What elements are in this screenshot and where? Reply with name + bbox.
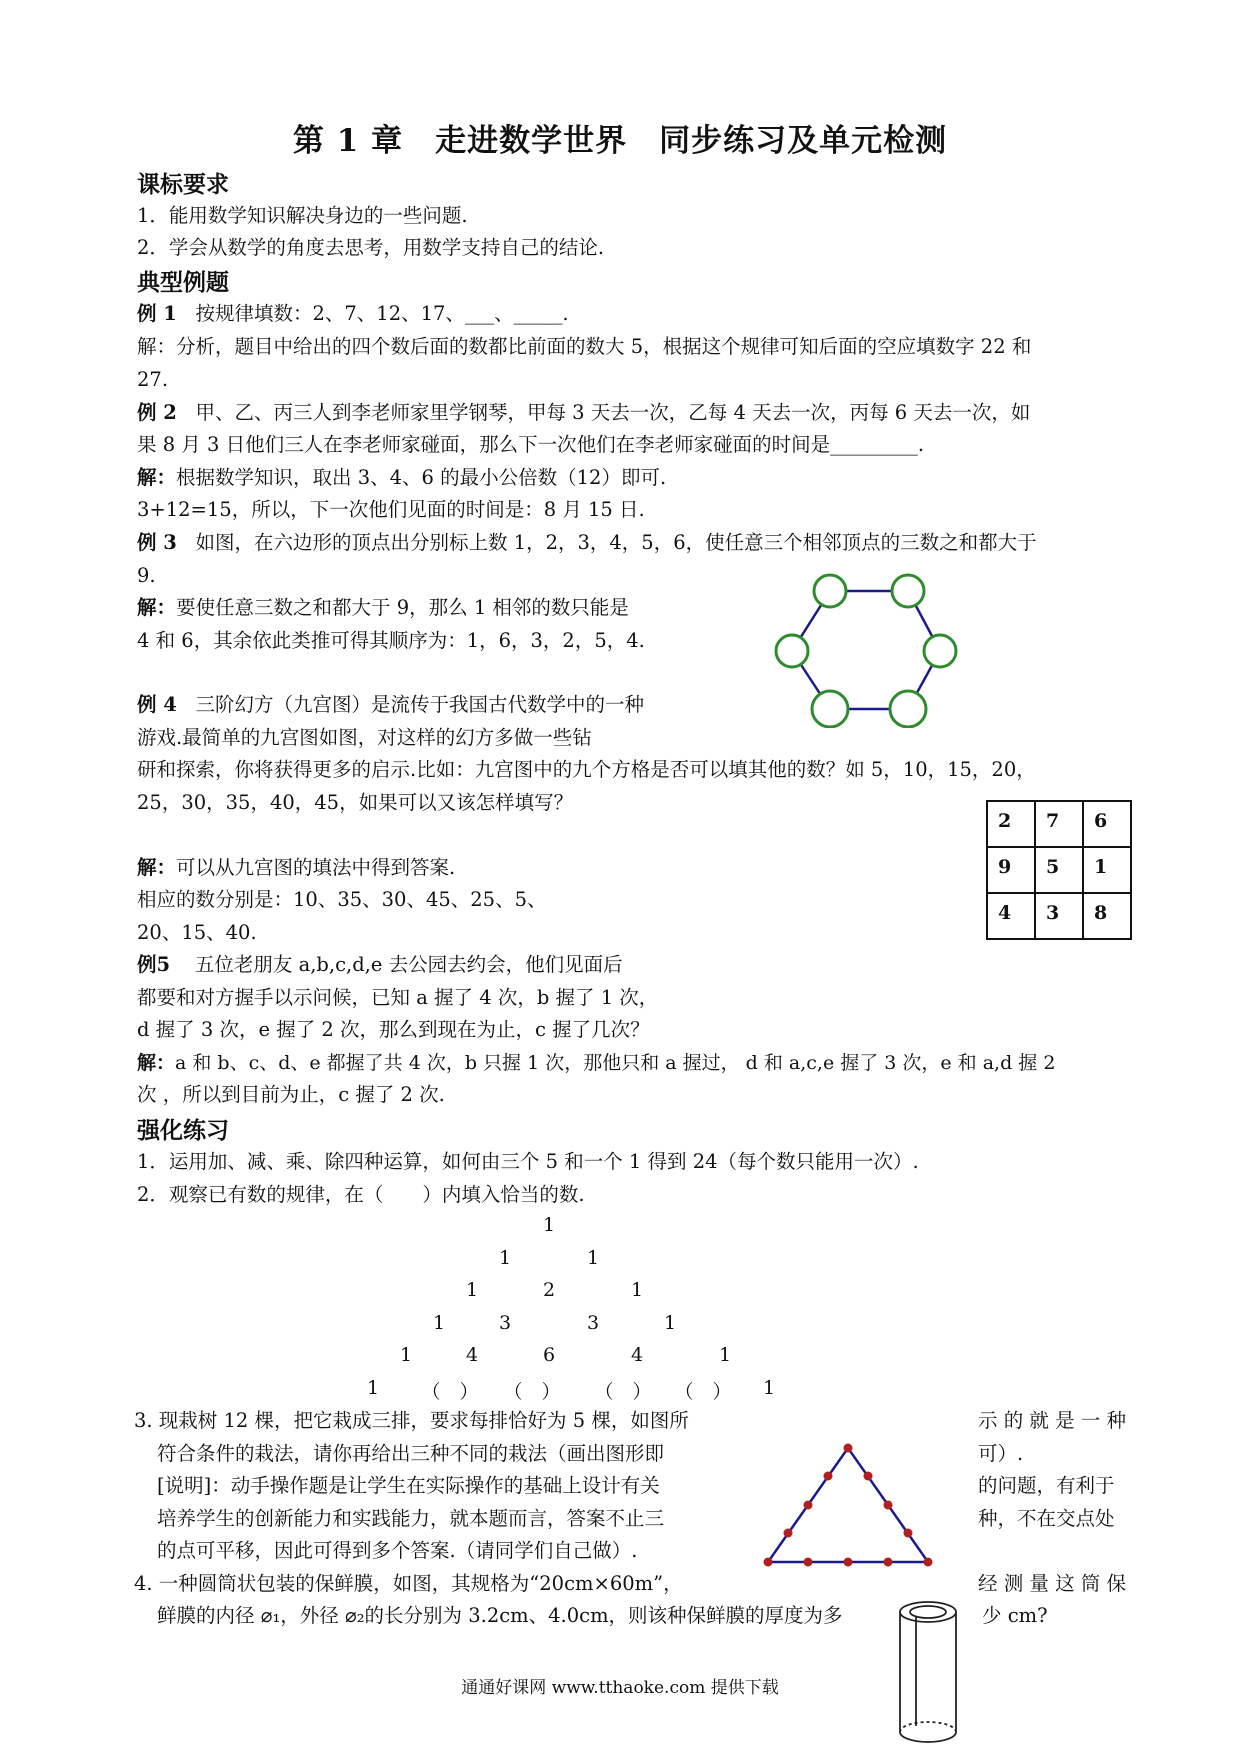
triangle-number: 4	[465, 1344, 479, 1366]
example-1-question	[137, 302, 569, 326]
example-2-question-line2: 果 8 月 3 日他们三人在李老师家碰面，那么下一次他们在李老师家碰面的时间是_________.	[137, 433, 925, 456]
triangle-number: 1	[586, 1247, 600, 1269]
practice-4-line2: 鲜膜的内径 ⌀₁，外径 ⌀₂的长分别为 3.2cm、4.0cm，则该种保鲜膜的厚度为多	[157, 1604, 843, 1627]
example-2-answer-line2: 3+12=15，所以，下一次他们见面的时间是：8 月 15 日.	[137, 498, 645, 521]
practice-3-right2: 可）.	[978, 1442, 1024, 1465]
example-4-text: 三阶幻方（九宫图）是流传于我国古代数学中的一种	[195, 693, 644, 716]
practice-3-line3: [说明]：动手操作题是让学生在实际操作的基础上设计有关	[157, 1474, 660, 1497]
solution-label: 解：	[137, 596, 177, 619]
triangle-number: 1	[498, 1247, 512, 1269]
example-3-answer-text: 要使任意三数之和都大于 9，那么 1 相邻的数只能是	[176, 596, 629, 619]
example-2-question-line1	[137, 401, 1030, 425]
tree-triangle-figure	[760, 1440, 940, 1578]
practice-2: 2．观察已有数的规律，在（ ）内填入恰当的数.	[137, 1183, 585, 1206]
example-4-answer-line1	[137, 856, 455, 880]
triangle-number: 1	[762, 1377, 776, 1399]
example-3-question-line1	[137, 531, 1037, 555]
example-5-answer-text: a 和 b、c、d、e 都握了共 4 次，b 只握 1 次，那他只和 a 握过， d 和 a,c,e 握了 3 次，e 和 a,d 握 2	[175, 1052, 1056, 1074]
example-2-text: 甲、乙、丙三人到李老师家里学钢琴，甲每 3 天去一次，乙每 4 天去一次，丙每 6 天去一次，如	[195, 401, 1031, 424]
triangle-number: 4	[630, 1344, 644, 1366]
tree-dots	[764, 1444, 933, 1567]
solution-label: 解：	[137, 1052, 176, 1074]
example-5-question-line3: d 握了 3 次，e 握了 2 次，那么到现在为止，c 握了几次？	[137, 1018, 650, 1041]
example-4-label: 例 4	[137, 693, 177, 716]
triangle-number: 1	[718, 1344, 732, 1366]
triangle-number: 2	[542, 1279, 556, 1301]
practice-3-line2: 符合条件的栽法，请你再给出三种不同的栽法（画出图形即	[157, 1442, 665, 1465]
triangle-blank: （ ）	[674, 1381, 732, 1403]
example-4-question-line1	[137, 693, 644, 717]
triangle-number: 1	[366, 1377, 380, 1399]
magic-cell: 8	[1083, 893, 1131, 939]
vertex-circle	[812, 691, 848, 727]
magic-cell: 4	[987, 893, 1035, 939]
triangle-outline	[768, 1448, 928, 1562]
magic-cell: 7	[1035, 801, 1083, 847]
practice-3-right3: 的问题，有利于	[978, 1474, 1115, 1497]
example-4-question-line4: 25，30，35，40，45，如果可以又该怎样填写？	[137, 791, 574, 814]
example-5-answer-line1	[137, 1051, 1055, 1075]
vertex-circle	[924, 635, 956, 667]
example-5-text: 五位老朋友 a,b,c,d,e 去公园去约会，他们见面后	[194, 953, 623, 976]
vertex-circle	[892, 575, 924, 607]
example-1-answer-line1: 解：分析，题目中给出的四个数后面的数都比前面的数大 5，根据这个规律可知后面的空应填数字 22 和	[137, 335, 1032, 358]
vertex-circle	[776, 635, 808, 667]
example-3-answer-line1	[137, 596, 629, 620]
example-5-answer-line2: 次 ，所以到目前为止，c 握了 2 次.	[137, 1083, 445, 1106]
example-1-label: 例 1	[137, 302, 177, 325]
page-title: 第 1 章 走进数学世界 同步练习及单元检测	[292, 123, 948, 159]
triangle-number: 3	[586, 1312, 600, 1334]
example-3-label: 例 3	[137, 531, 177, 554]
example-2-answer-text: 根据数学知识，取出 3、4、6 的最小公倍数（12）即可.	[176, 466, 667, 489]
section-heading-practice: 强化练习	[137, 1117, 229, 1144]
section-heading-examples: 典型例题	[137, 269, 229, 296]
triangle-blank: （ ）	[594, 1381, 652, 1403]
triangle-number: 1	[630, 1279, 644, 1301]
example-2-answer-line1	[137, 466, 666, 490]
triangle-blank: （ ）	[503, 1381, 561, 1403]
vertex-circle	[890, 691, 926, 727]
example-4-answer-line3: 20、15、40.	[137, 921, 257, 944]
example-4-answer-text: 可以从九宫图的填法中得到答案.	[176, 856, 456, 879]
requirement-1: 1．能用数学知识解决身边的一些问题.	[137, 204, 468, 227]
example-5-label: 例5	[137, 953, 171, 976]
requirement-2: 2．学会从数学的角度去思考，用数学支持自己的结论.	[137, 236, 605, 259]
triangle-number: 1	[542, 1214, 556, 1236]
triangle-number: 1	[465, 1279, 479, 1301]
page-footer: 通通好课网 www.tthaoke.com 提供下载	[461, 1678, 779, 1698]
practice-1: 1．运用加、减、乘、除四种运算，如何由三个 5 和一个 1 得到 24（每个数只能用一次）.	[137, 1150, 919, 1173]
practice-3-line4: 培养学生的创新能力和实践能力，就本题而言，答案不止三	[157, 1507, 665, 1530]
example-5-question-line1	[137, 953, 623, 977]
example-2-label: 例 2	[137, 401, 177, 424]
example-1-answer-line2: 27.	[137, 368, 169, 391]
example-5-question-line2: 都要和对方握手以示问候，已知 a 握了 4 次，b 握了 1 次，	[137, 986, 659, 1009]
hexagon-figure	[768, 563, 968, 728]
practice-4-line1: 4. 一种圆筒状包装的保鲜膜，如图，其规格为“20cm×60m”，	[134, 1572, 683, 1595]
hexagon-edges	[792, 591, 940, 709]
triangle-number: 1	[432, 1312, 446, 1334]
example-3-text: 如图，在六边形的顶点出分别标上数 1，2，3，4，5，6，使任意三个相邻顶点的三数之和都大于	[195, 531, 1037, 554]
triangle-blank: （ ）	[421, 1381, 479, 1403]
example-1-text: 按规律填数：2、7、12、17、___、_____.	[195, 302, 569, 325]
solution-label: 解：	[137, 856, 177, 879]
example-4-question-line2: 游戏.最简单的九宫图如图，对这样的幻方多做一些钻	[137, 726, 592, 749]
section-heading-requirements: 课标要求	[137, 171, 229, 198]
example-4-answer-line2: 相应的数分别是：10、35、30、45、25、5、	[137, 888, 547, 911]
triangle-number: 6	[542, 1344, 556, 1366]
example-4-question-line3: 研和探索，你将获得更多的启示.比如：九宫图中的九个方格是否可以填其他的数？如 5，10，15，20，	[137, 758, 1036, 781]
practice-3-right1: 示 的 就 是 一 种	[978, 1409, 1126, 1432]
solution-label: 解：	[137, 466, 177, 489]
example-3-answer-line2: 4 和 6，其余依此类推可得其顺序为：1，6，3，2，5，4.	[137, 629, 645, 652]
practice-3-line5: 的点可平移，因此可得到多个答案.（请同学们自己做）.	[157, 1539, 638, 1562]
magic-cell: 3	[1035, 893, 1083, 939]
magic-cell: 1	[1083, 847, 1131, 893]
magic-cell: 2	[987, 801, 1035, 847]
magic-square	[986, 800, 1132, 940]
practice-3-line1: 3. 现栽树 12 棵，把它栽成三排，要求每排恰好为 5 棵，如图所	[134, 1409, 689, 1432]
triangle-number: 1	[399, 1344, 413, 1366]
triangle-number: 1	[663, 1312, 677, 1334]
example-3-question-line2: 9.	[137, 564, 156, 587]
practice-4-right1: 经 测 量 这 筒 保	[978, 1572, 1126, 1595]
magic-cell: 6	[1083, 801, 1131, 847]
triangle-number: 3	[498, 1312, 512, 1334]
magic-cell: 5	[1035, 847, 1083, 893]
magic-cell: 9	[987, 847, 1035, 893]
practice-3-right4: 种，不在交点处	[978, 1507, 1115, 1530]
practice-4-right2: 少 cm?	[982, 1604, 1048, 1627]
vertex-circle	[814, 575, 846, 607]
